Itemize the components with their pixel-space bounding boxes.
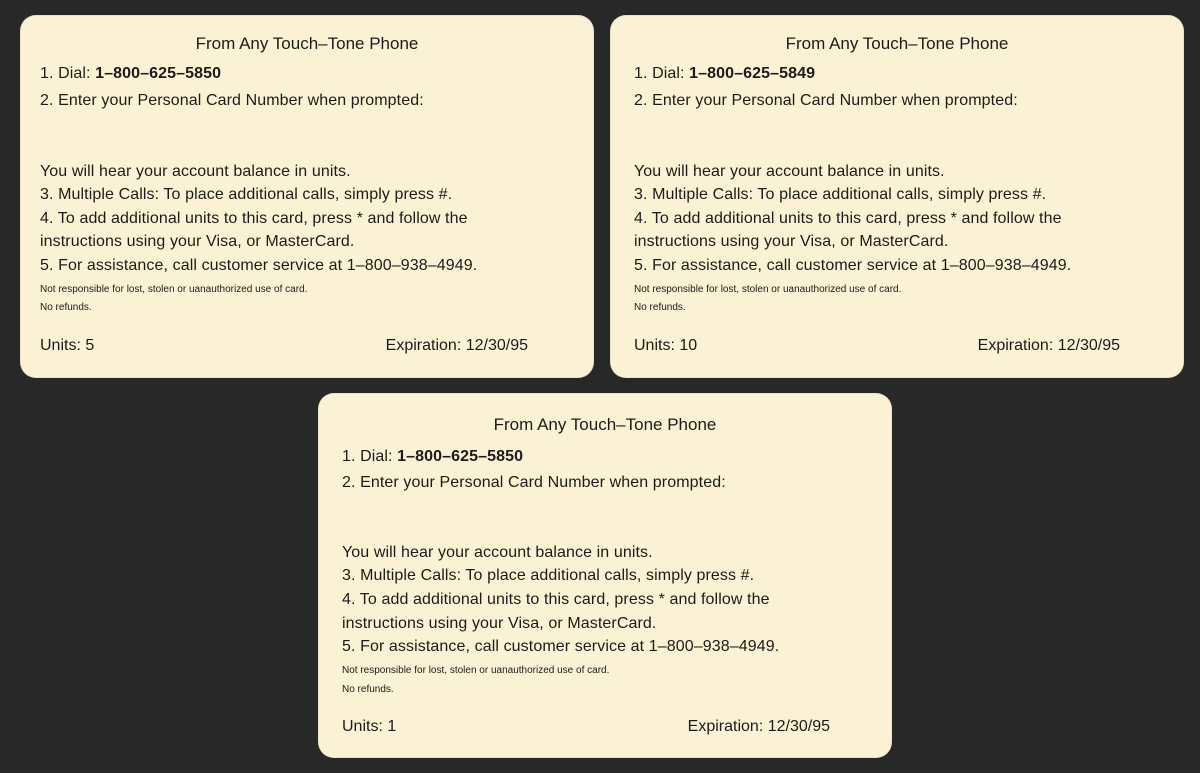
units-value: Units: 10 — [634, 337, 698, 354]
card-title: From Any Touch–Tone Phone — [493, 415, 717, 434]
step-add-units-cont: instructions using your Visa, or MasterCard. — [342, 615, 657, 632]
balance-note: You will hear your account balance in units. — [342, 544, 653, 561]
no-refunds: No refunds. — [634, 302, 686, 313]
dial-number: 1–800–625–5850 — [397, 448, 524, 465]
balance-note: You will hear your account balance in units. — [634, 163, 945, 180]
step-multiple-calls: 3. Multiple Calls: To place additional calls, simply press #. — [634, 186, 1047, 203]
phone-card-3 — [318, 393, 892, 758]
step-dial — [40, 64, 221, 84]
step-assistance: 5. For assistance, call customer service at 1–800–938–4949. — [342, 638, 780, 655]
step-assistance: 5. For assistance, call customer service at 1–800–938–4949. — [40, 257, 478, 274]
step-multiple-calls: 3. Multiple Calls: To place additional calls, simply press #. — [342, 567, 755, 584]
step-enter-pin: 2. Enter your Personal Card Number when prompted: — [40, 92, 424, 109]
expiration-date: Expiration: 12/30/95 — [687, 718, 830, 735]
step-enter-pin: 2. Enter your Personal Card Number when prompted: — [634, 92, 1018, 109]
expiration-date: Expiration: 12/30/95 — [977, 337, 1120, 354]
step-add-units-cont: instructions using your Visa, or MasterCard. — [634, 233, 949, 250]
step-assistance: 5. For assistance, call customer service at 1–800–938–4949. — [634, 257, 1072, 274]
expiration-date: Expiration: 12/30/95 — [385, 337, 528, 354]
units-value: Units: 1 — [342, 718, 397, 735]
step-add-units-cont: instructions using your Visa, or MasterCard. — [40, 233, 355, 250]
dial-label: 1. Dial: — [342, 448, 398, 465]
dial-label: 1. Dial: — [40, 65, 96, 82]
phone-card-2 — [610, 15, 1184, 378]
step-add-units: 4. To add additional units to this card, press * and follow the — [342, 591, 770, 608]
no-refunds: No refunds. — [40, 302, 92, 313]
step-add-units: 4. To add additional units to this card, press * and follow the — [634, 210, 1062, 227]
card-title: From Any Touch–Tone Phone — [785, 34, 1009, 53]
disclaimer: Not responsible for lost, stolen or uanauthorized use of card. — [634, 284, 902, 295]
balance-note: You will hear your account balance in units. — [40, 163, 351, 180]
step-dial — [634, 64, 815, 84]
no-refunds: No refunds. — [342, 684, 394, 695]
disclaimer: Not responsible for lost, stolen or uanauthorized use of card. — [342, 665, 610, 676]
step-add-units: 4. To add additional units to this card, press * and follow the — [40, 210, 468, 227]
dial-number: 1–800–625–5850 — [95, 65, 222, 82]
dial-label: 1. Dial: — [634, 65, 690, 82]
dial-number: 1–800–625–5849 — [689, 65, 816, 82]
step-multiple-calls: 3. Multiple Calls: To place additional calls, simply press #. — [40, 186, 453, 203]
phone-card-1 — [20, 15, 594, 378]
card-title: From Any Touch–Tone Phone — [195, 34, 419, 53]
step-dial — [342, 447, 523, 467]
units-value: Units: 5 — [40, 337, 95, 354]
step-enter-pin: 2. Enter your Personal Card Number when prompted: — [342, 474, 726, 491]
disclaimer: Not responsible for lost, stolen or uanauthorized use of card. — [40, 284, 308, 295]
